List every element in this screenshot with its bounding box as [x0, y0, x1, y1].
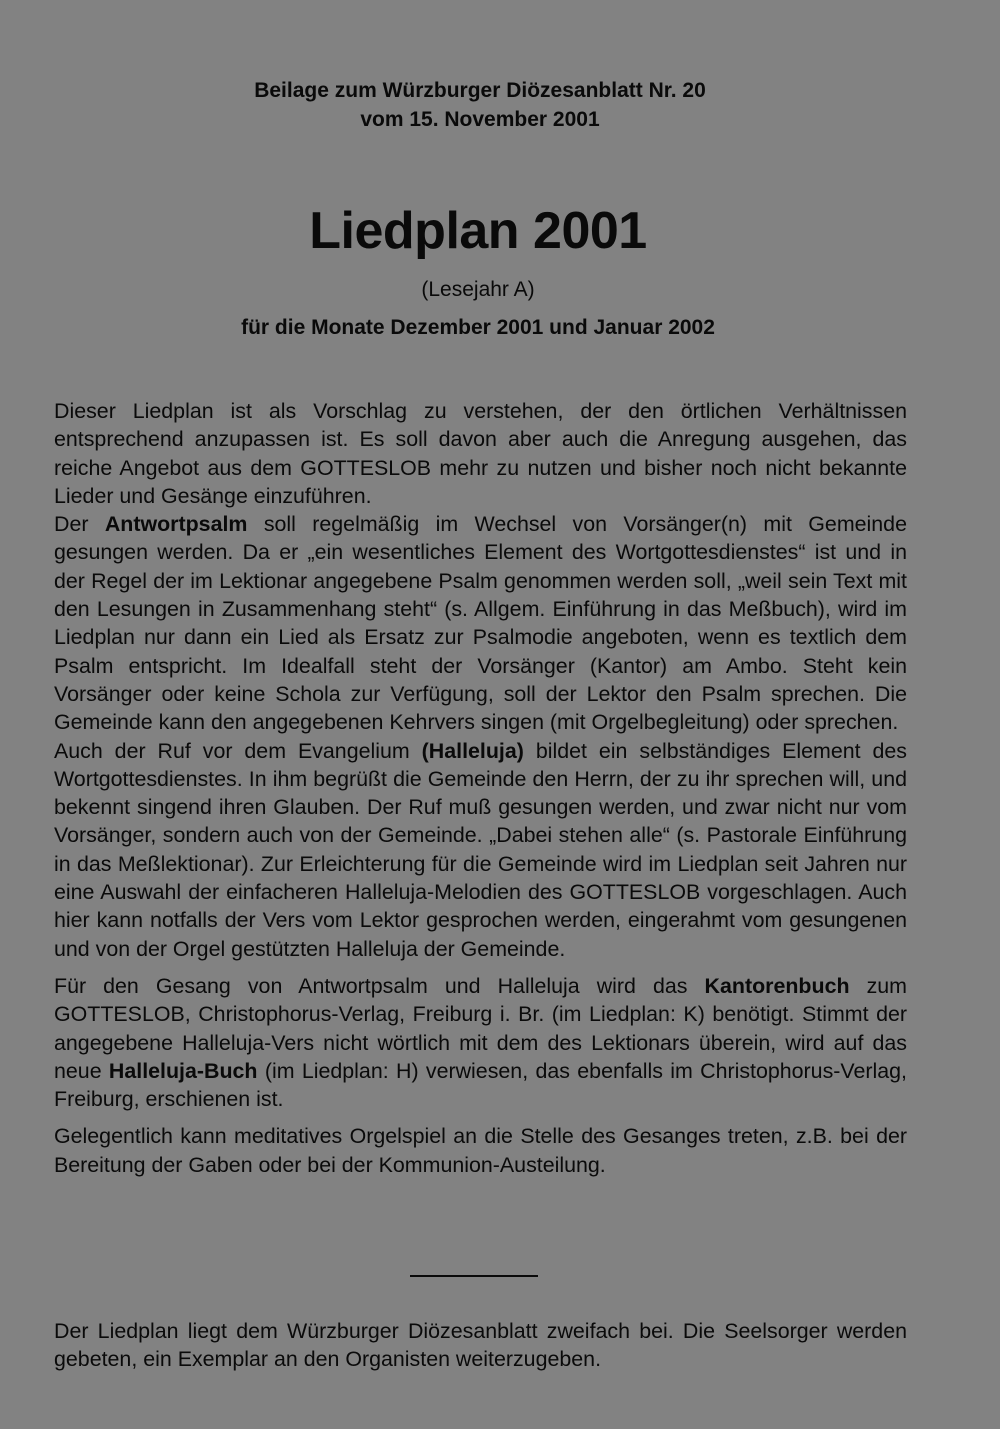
paragraph-halleluja-post: bildet ein selbständiges Element des Wortgottesdienstes. In ihm begrüßt die Gemeinde den Herrn, der zu ihr sprechen will, und bekennt singend ihren Glauben. Der Ruf muß gesungen werden, und zwar nicht nur vom Vorsänger, sondern auch von der Gemeinde. „Dabei stehen alle“ (s. Pastorale Einführung in das Meßlektionar). Zur Erleichterung für die Gemeinde wird im Liedplan seit Jahren nur eine Auswahl der einfacheren Halleluja-Melodien des GOTTESLOB vorgeschlagen. Auch hier kann notfalls der Vers vom Lektor gesprochen werden, eingerahmt vom gesungenen und von der Orgel gestützten Halleluja der Gemeinde.	[54, 738, 907, 961]
months-line: für die Monate Dezember 2001 und Januar 2002	[241, 316, 715, 339]
paragraph-kantorenbuch	[54, 972, 907, 1113]
supplement-line-2: vom 15. November 2001	[360, 108, 600, 131]
paragraph-antwortpsalm-post: soll regelmäßig im Wechsel von Vorsänger(n) mit Gemeinde gesungen werden. Da er „ein wesentliches Element des Wortgottesdienstes“ ist und in der Regel der im Lektionar angegebene Psalm genommen werden soll, „weil sein Text mit den Lesungen in Zusammenhang steht“ (s. Allgem. Einführung in das Meßbuch), wird im Liedplan nur dann ein Lied als Ersatz zur Psalmodie angeboten, wenn es textlich dem Psalm entspricht. Im Idealfall steht der Vorsänger (Kantor) am Ambo. Steht kein Vorsänger oder keine Schola zur Verfügung, soll der Lektor den Psalm sprechen. Die Gemeinde kann den angegebenen Kehrvers singen (mit Orgelbegleitung) oder sprechen.	[54, 512, 907, 735]
paragraph-intro: Dieser Liedplan ist als Vorschlag zu verstehen, der den örtlichen Verhältnissen entsprechend anzupassen ist. Es soll davon aber auch die Anregung ausgehen, das reiche Angebot aus dem GOTTESLOB mehr zu nutzen und bisher noch nicht bekannte Lieder und Gesänge einzuführen.	[54, 399, 907, 508]
page-subtitle: (Lesejahr A)	[421, 278, 535, 301]
paragraph-antwortpsalm-pre: Der	[54, 512, 105, 537]
footer-note: Der Liedplan liegt dem Würzburger Diözesanblatt zweifach bei. Die Seelsorger werden gebeten, ein Exemplar an den Organisten weiterzugeben.	[54, 1319, 907, 1372]
separator-rule	[410, 1275, 538, 1277]
paragraph-kantorenbuch-pre: Für den Gesang von Antwortpsalm und Halleluja wird das	[54, 973, 705, 998]
paragraph-halleluja-pre: Auch der Ruf vor dem Evangelium	[54, 738, 422, 763]
paragraph-kantorenbuch-mid: zum GOTTESLOB, Christophorus-Verlag, Freiburg i. Br. (im Liedplan: K) benötigt. Stimmt der angegebene Halleluja-Vers nicht wörtlich mit dem des Lektionars überein, wird auf das neue	[54, 973, 907, 1083]
term-antwortpsalm: Antwortpsalm	[104, 512, 248, 537]
paragraph-antwortpsalm	[54, 510, 907, 736]
paragraph-kantorenbuch-post: (im Liedplan: H) verwiesen, das ebenfalls im Christophorus-Verlag, Freiburg, erschienen ist.	[54, 1058, 907, 1112]
term-halleluja: (Halleluja)	[421, 738, 524, 763]
paragraph-halleluja	[54, 737, 907, 963]
paragraph-orgelspiel: Gelegentlich kann meditatives Orgelspiel an die Stelle des Gesanges treten, z.B. bei der Bereitung der Gaben oder bei der Kommunion-Austeilung.	[54, 1124, 907, 1177]
term-kantorenbuch: Kantorenbuch	[704, 973, 850, 998]
page-title: Liedplan 2001	[309, 202, 647, 260]
supplement-header	[0, 76, 960, 134]
supplement-line-1: Beilage zum Würzburger Diözesanblatt Nr. 20	[254, 79, 706, 102]
term-halleluja-buch: Halleluja-Buch	[108, 1058, 258, 1083]
body-text	[54, 397, 907, 1179]
